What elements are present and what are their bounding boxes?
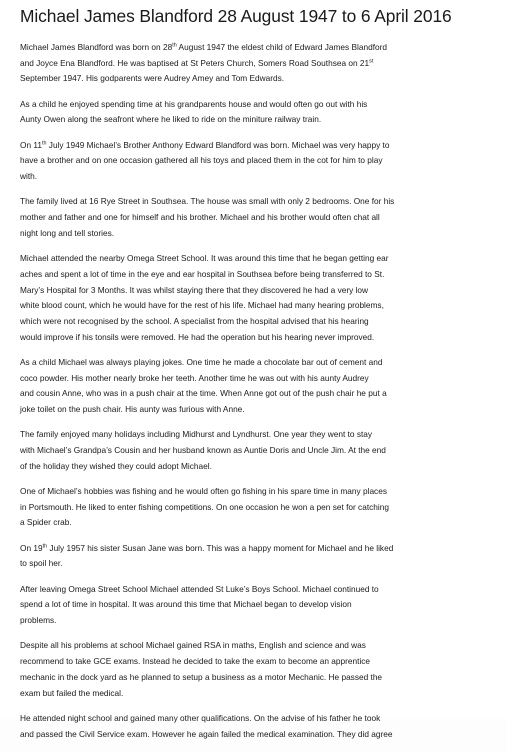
line-text: The family enjoyed many holidays including Midhurst and Lyndhurst. One year they went to stay [20, 429, 373, 440]
text-line [20, 226, 504, 242]
text-line [20, 251, 504, 267]
line-text: recommend to take GCE exams. Instead he decided to take the exam to become an apprentice [20, 656, 371, 667]
paragraph [20, 638, 504, 701]
paragraph [20, 541, 504, 572]
text-line [20, 153, 504, 169]
paragraph [20, 97, 504, 128]
line-text: and passed the Civil Service exam. However he again failed the medical examination. They did agree [20, 728, 393, 739]
paragraph [20, 427, 504, 474]
text-line [20, 500, 504, 516]
text-line [20, 298, 504, 314]
line-text: Mary’s Hospital for 3 Months. It was whilst staying there that they discovered he had a very low [20, 284, 369, 295]
line-text: Aunty Owen along the seafront where he liked to ride on the miniture railway train. [20, 114, 322, 125]
text-line [20, 210, 504, 226]
paragraph [20, 484, 504, 531]
ordinal-suffix: th [42, 140, 47, 147]
document-title: Michael James Blandford 28 August 1947 to 6 April 2016 [20, 6, 452, 26]
text-line [20, 427, 504, 443]
line-text: One of Michael’s hobbies was fishing and he would often go fishing in his spare time in many places [20, 486, 387, 497]
document-body [20, 40, 504, 752]
line-text: night long and tell stories. [20, 227, 115, 238]
text-line [20, 56, 504, 72]
line-text: On 11 [20, 139, 42, 150]
line-text: in Portsmouth. He liked to enter fishing competitions. On one occasion he won a pen set for catching [20, 501, 389, 512]
line-text: After leaving Omega Street School Michael attended St Luke’s Boys School. Michael continued to [20, 583, 379, 594]
paragraph [20, 194, 504, 241]
line-text: July 1957 his sister Susan Jane was born. This was a happy moment for Michael and he liked [47, 542, 394, 553]
line-text: aches and spent a lot of time in the eye and ear hospital in Southsea before being transferred to St. [20, 268, 385, 279]
line-text: of the holiday they wished they could adopt Michael. [20, 460, 212, 471]
text-line [20, 541, 504, 557]
ordinal-suffix: st [369, 58, 374, 65]
line-text: Michael James Blandford was born on 28 [20, 42, 173, 52]
text-line [20, 402, 504, 418]
text-line [20, 330, 504, 346]
text-line [20, 727, 504, 743]
text-line [20, 283, 504, 299]
text-line [20, 582, 504, 598]
line-text: would improve if his tonsils were removed. He had the operation but his hearing never improved. [20, 331, 375, 342]
text-line [20, 597, 504, 613]
line-text: Michael attended the nearby Omega Street School. It was around this time that he began getting ear [20, 253, 389, 264]
text-line [20, 638, 504, 654]
line-text: and cousin Anne, who was in a push chair at the time. When Anne got out of the push chair he put a [20, 388, 387, 399]
text-line [20, 515, 504, 531]
text-line [20, 654, 504, 670]
line-text: exam but failed the medical. [20, 687, 124, 698]
text-line [20, 459, 504, 475]
text-line [20, 314, 504, 330]
paragraph [20, 355, 504, 418]
text-line [20, 194, 504, 210]
paragraph [20, 138, 504, 185]
text-line [20, 484, 504, 500]
line-text: which were not recognised by the school. A specialist from the hospital advised that his hearing [20, 315, 369, 326]
text-line [20, 138, 504, 154]
text-line [20, 71, 504, 87]
line-text: spend a lot of time in hospital. It was around this time that Michael began to develop vision [20, 599, 352, 610]
line-text: mechanic in the dock yard as he planned to setup a business as a motor Mechanic. He passed the [20, 671, 383, 682]
paragraph [20, 40, 504, 87]
text-line [20, 371, 504, 387]
text-line [20, 169, 504, 185]
text-line [20, 97, 504, 113]
text-line [20, 613, 504, 629]
line-text: July 1949 Michael’s Brother Anthony Edward Blandford was born. Michael was very happy to [46, 139, 390, 150]
line-text: joke toilet on the push chair. His aunty was furious with Anne. [20, 404, 245, 415]
text-line [20, 355, 504, 371]
paragraph [20, 582, 504, 629]
line-text: As a child he enjoyed spending time at his grandparents house and would often go out with his [20, 98, 368, 109]
paragraph [20, 251, 504, 345]
line-text: with. [20, 171, 38, 182]
line-text: white blood count, which he would have for the rest of his life. Michael had many hearing problems, [20, 300, 384, 311]
line-text: coco powder. His mother nearly broke her teeth. Another time he was out with his aunty Audrey [20, 372, 369, 383]
paragraph [20, 711, 504, 742]
text-line [20, 711, 504, 727]
text-line [20, 267, 504, 283]
line-text: August 1947 the eldest child of Edward James Blandford [176, 42, 388, 52]
line-text: On 19 [20, 542, 43, 553]
line-text: and Joyce Ena Blandford. He was baptised at St Peters Church, Somers Road Southsea on 21 [20, 57, 370, 68]
line-text: September 1947. His godparents were Audrey Amey and Tom Edwards. [20, 73, 285, 84]
line-text: As a child Michael was always playing jokes. One time he made a chocolate bar out of cement and [20, 356, 383, 367]
line-text: have a brother and on one occasion gathered all his toys and placed them in the cot for him to play [20, 155, 383, 166]
line-text: mother and father and one for himself and his brother. Michael and his brother would often chat all [20, 212, 380, 223]
line-text: a Spider crab. [20, 517, 72, 528]
line-text: The family lived at 16 Rye Street in Southsea. The house was small with only 2 bedrooms. One for his [20, 196, 395, 207]
text-line [20, 686, 504, 702]
line-text: problems. [20, 615, 57, 626]
line-text: He attended night school and gained many other qualifications. On the advise of his father he took [20, 712, 381, 723]
text-line [20, 670, 504, 686]
text-line [20, 443, 504, 459]
text-line [20, 112, 504, 128]
line-text: with Michael’s Grandpa’s Cousin and her husband known as Auntie Doris and Uncle Jim. At the end [20, 445, 386, 456]
text-line [20, 386, 504, 402]
line-text: to spoil her. [20, 558, 63, 569]
text-line [20, 40, 504, 56]
line-text: Despite all his problems at school Michael gained RSA in maths, English and science and was [20, 640, 366, 651]
text-line [20, 556, 504, 572]
ordinal-suffix: th [172, 42, 177, 49]
ordinal-suffix: th [42, 543, 48, 550]
